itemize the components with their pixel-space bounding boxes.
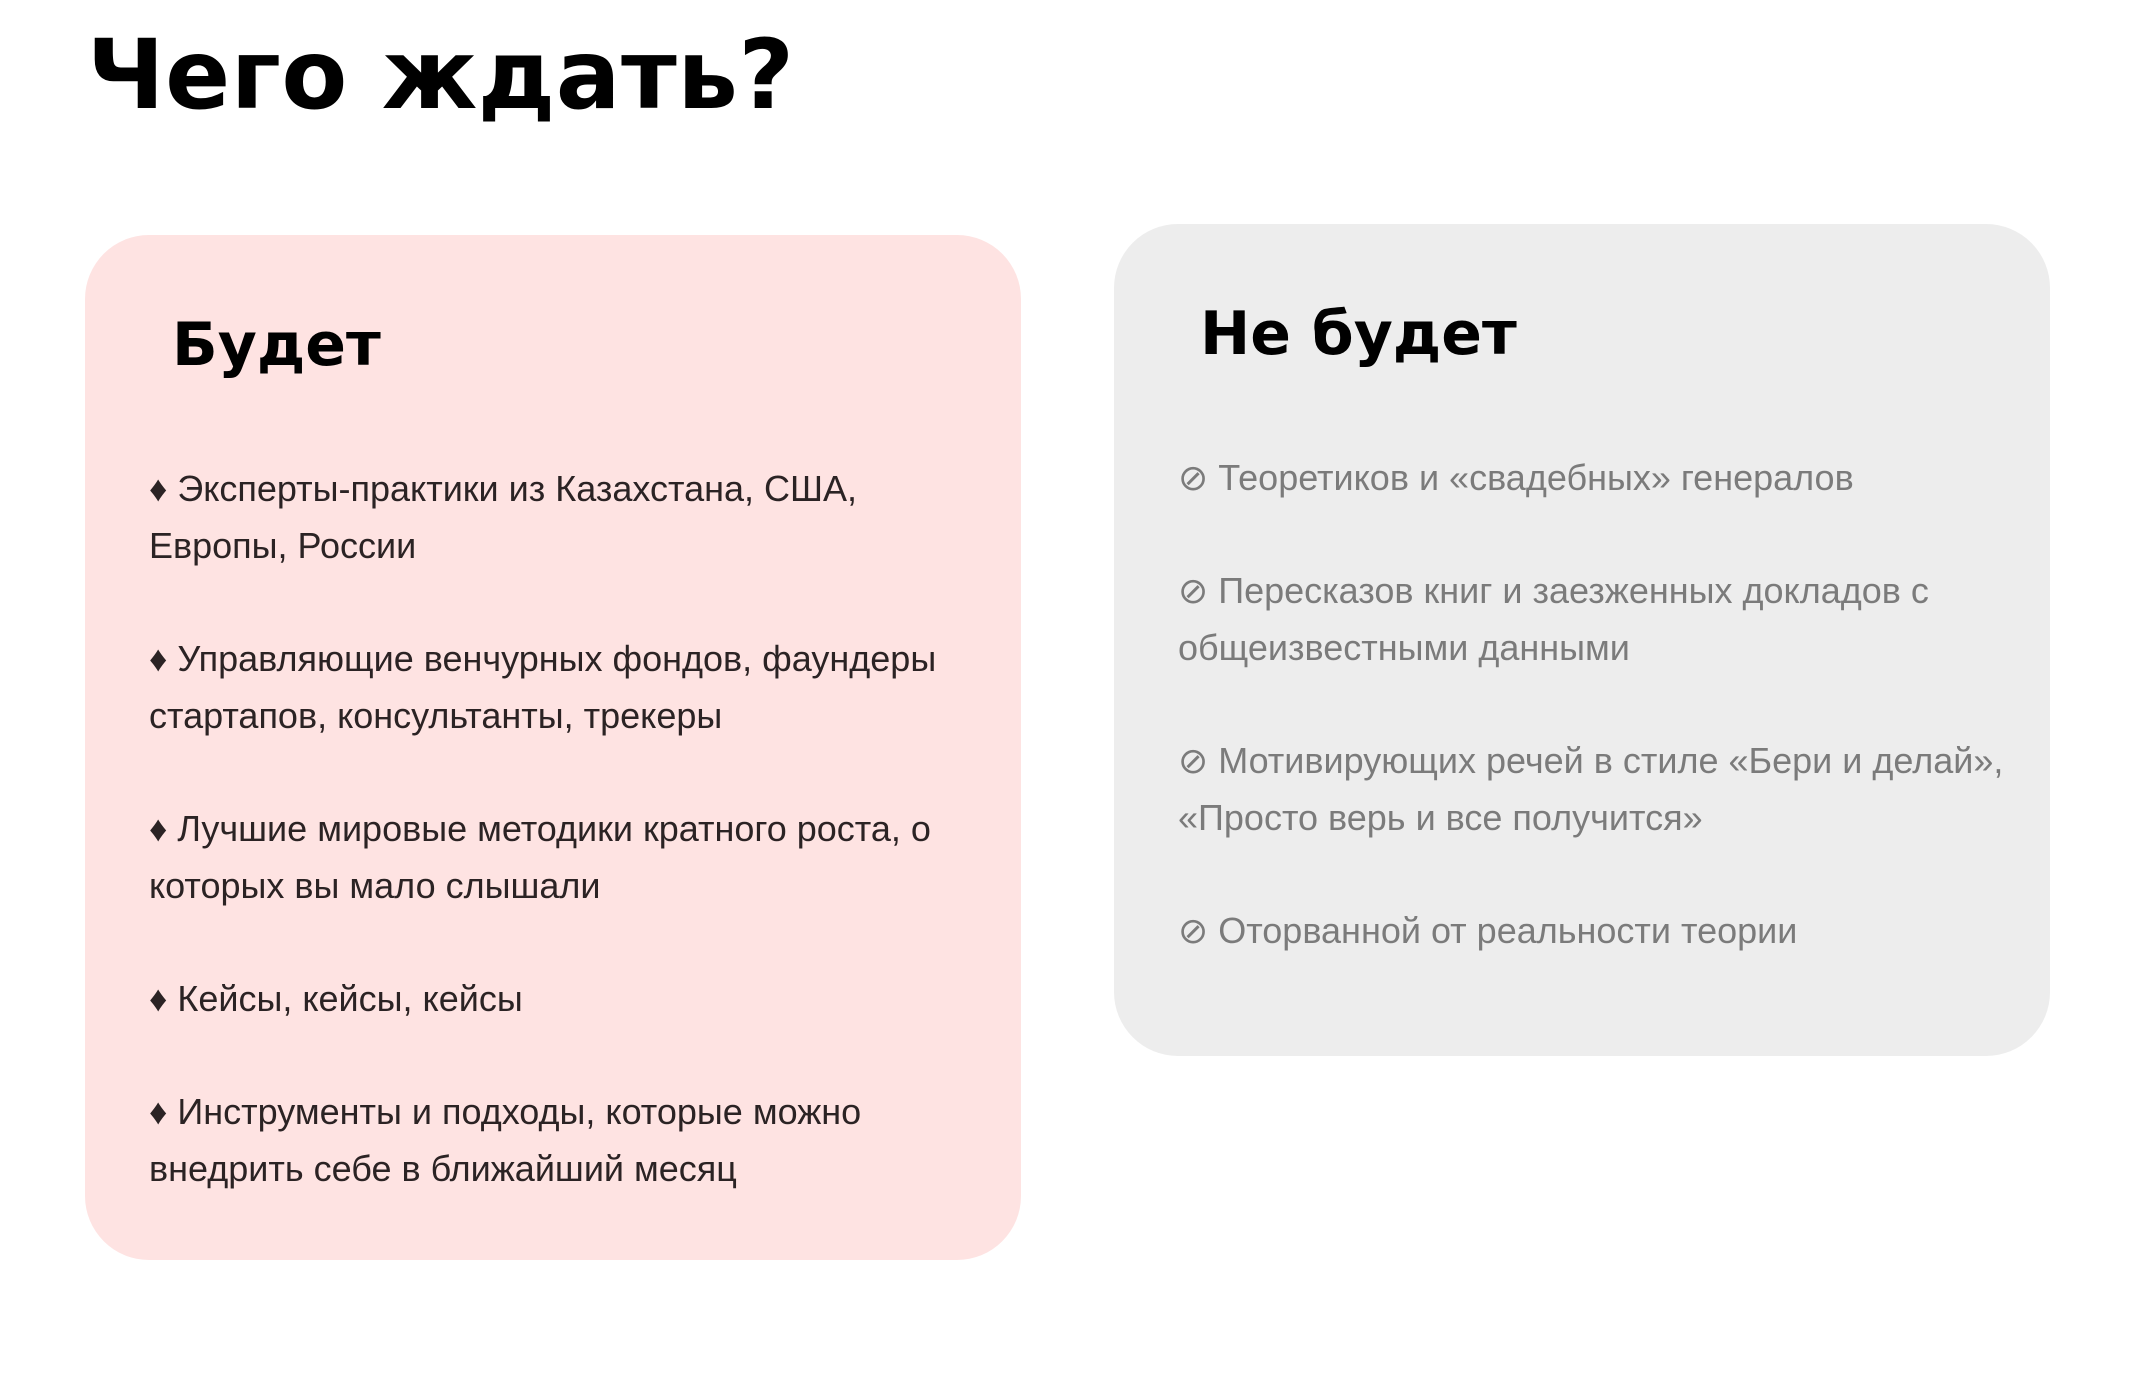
list-item-text: Лучшие мировые методики кратного роста, о которых вы мало слышали	[149, 808, 931, 906]
list-item	[1178, 449, 2008, 506]
will-card	[85, 235, 1021, 1260]
wont-card	[1114, 224, 2050, 1056]
will-card-title: Будет	[172, 310, 381, 380]
prohibited-bullet-icon: ⊘	[1178, 740, 1209, 781]
list-item-text: Управляющие венчурных фондов, фаундеры стартапов, консультанты, трекеры	[149, 638, 937, 736]
list-item	[149, 460, 949, 574]
will-list	[149, 460, 949, 1253]
list-item-text: Эксперты-практики из Казахстана, США, Европы, России	[149, 468, 858, 566]
list-item-text: Инструменты и подходы, которые можно внедрить себе в ближайший месяц	[149, 1091, 862, 1189]
list-item-text: Теоретиков и «свадебных» генералов	[1218, 457, 1854, 498]
list-item	[149, 1083, 949, 1197]
diamond-bullet-icon: ♦	[149, 638, 168, 679]
prohibited-bullet-icon: ⊘	[1178, 570, 1209, 611]
diamond-bullet-icon: ♦	[149, 1091, 168, 1132]
list-item-text: Кейсы, кейсы, кейсы	[177, 978, 523, 1019]
list-item-text: Пересказов книг и заезженных докладов с общеизвестными данными	[1178, 570, 1929, 668]
list-item	[1178, 902, 2008, 959]
wont-card-title: Не будет	[1200, 299, 1517, 369]
list-item-text: Мотивирующих речей в стиле «Бери и делай», «Просто верь и все получится»	[1178, 740, 2004, 838]
diamond-bullet-icon: ♦	[149, 808, 168, 849]
page-title: Чего ждать?	[87, 19, 795, 131]
list-item	[149, 970, 949, 1027]
prohibited-bullet-icon: ⊘	[1178, 457, 1209, 498]
diamond-bullet-icon: ♦	[149, 468, 168, 509]
wont-list	[1178, 449, 2008, 1015]
list-item-text: Оторванной от реальности теории	[1218, 910, 1798, 951]
list-item	[149, 630, 949, 744]
list-item	[1178, 732, 2008, 846]
diamond-bullet-icon: ♦	[149, 978, 168, 1019]
prohibited-bullet-icon: ⊘	[1178, 910, 1209, 951]
list-item	[149, 800, 949, 914]
list-item	[1178, 562, 2008, 676]
